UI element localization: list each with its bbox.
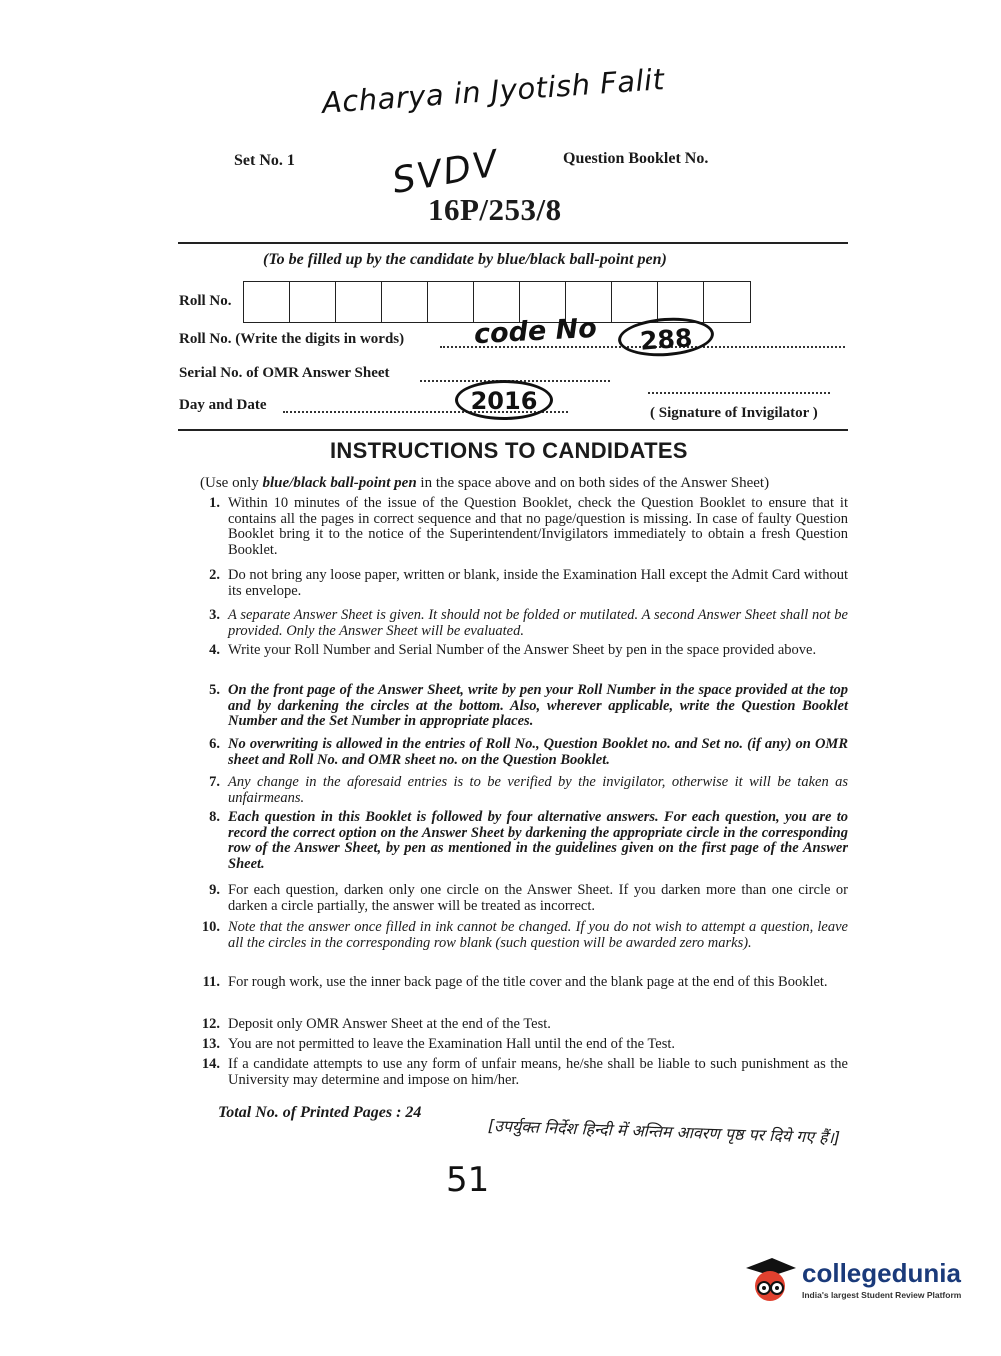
instructions-title: INSTRUCTIONS TO CANDIDATES xyxy=(330,438,688,463)
roll-digit-box[interactable] xyxy=(244,282,290,322)
question-booklet-label: Question Booklet No. xyxy=(563,150,709,167)
instruction-text: You are not permitted to leave the Examination Hall until the end of the Test. xyxy=(228,1036,676,1052)
handwritten-code-no: code No xyxy=(473,312,598,351)
logo-tagline: India's largest Student Review Platform xyxy=(802,1290,962,1300)
collegedunia-logo xyxy=(742,1252,961,1308)
booklet-code: 16P/253/8 xyxy=(428,192,562,227)
signature-label: ( Signature of Invigilator ) xyxy=(650,405,818,421)
instruction-text: If a candidate attempts to use any form of unfair means, he/she shall be liable to such punishment as the University may determine and impose on him/her. xyxy=(228,1056,848,1088)
instruction-number: 7. xyxy=(209,774,220,790)
roll-digit-box[interactable] xyxy=(382,282,428,322)
roll-words-label: Roll No. (Write the digits in words) xyxy=(179,331,405,347)
instruction-number: 1. xyxy=(209,495,220,511)
instruction-text: Note that the answer once filled in ink cannot be changed. If you do not wish to attempt a question, leave all the circles in the corresponding row blank (such question will be awarded zero marks). xyxy=(228,919,848,951)
instruction-number: 2. xyxy=(209,567,220,583)
instruction-number: 12. xyxy=(201,1016,220,1032)
instruction-number: 4. xyxy=(209,642,220,658)
handwritten-title: Acharya in Jyotish Falit xyxy=(320,62,666,120)
instruction-number: 13. xyxy=(201,1036,220,1052)
instruction-text: Any change in the aforesaid entries is to be verified by the invigilator, otherwise it will be taken as unfairmeans. xyxy=(228,774,848,806)
roll-digit-box[interactable] xyxy=(290,282,336,322)
roll-digit-box[interactable] xyxy=(658,282,704,322)
logo-mascot-icon xyxy=(742,1252,798,1308)
instruction-text: For rough work, use the inner back page of the title cover and the blank page at the end of this Booklet. xyxy=(228,974,828,990)
set-number: Set No. 1 xyxy=(234,152,295,169)
handwritten-svdv: SVDV xyxy=(389,142,503,203)
total-pages: Total No. of Printed Pages : 24 xyxy=(218,1104,422,1121)
use-only-prefix: (Use only xyxy=(200,475,263,491)
roll-number-boxes[interactable] xyxy=(243,281,751,323)
form-bottom-rule xyxy=(178,429,848,431)
top-rule xyxy=(178,242,848,244)
roll-digit-box[interactable] xyxy=(474,282,520,322)
instruction-text: Do not bring any loose paper, written or blank, inside the Examination Hall except the Admit Card without its envelope. xyxy=(228,567,848,599)
use-only-pen: blue/black ball-point pen xyxy=(262,475,417,491)
instruction-text: Within 10 minutes of the issue of the Question Booklet, check the Question Booklet to ensure that it contains all the pages in correct sequence and that no page/question is missing. In case of faulty Question Booklet bring it to the notice of the Superintendent/Invigilators immediately to obtain a fresh Question Booklet. xyxy=(228,495,848,558)
instruction-number: 11. xyxy=(202,974,220,990)
instruction-number: 10. xyxy=(201,919,220,935)
handwritten-code-value: 288 xyxy=(617,315,715,360)
instruction-text: Deposit only OMR Answer Sheet at the end of the Test. xyxy=(228,1016,551,1032)
instruction-number: 6. xyxy=(209,736,220,752)
instruction-text: For each question, darken only one circle on the Answer Sheet. If you darken more than one circle or darken a circle partially, the answer will be treated as incorrect. xyxy=(228,882,848,914)
roll-no-label: Roll No. xyxy=(179,293,232,309)
instruction-number: 5. xyxy=(209,682,220,698)
logo-brand: collegedunia xyxy=(802,1258,961,1288)
roll-digit-box[interactable] xyxy=(612,282,658,322)
instruction-number: 14. xyxy=(201,1056,220,1072)
instruction-text: Each question in this Booklet is followed by four alternative answers. For each question, you are to record the correct option on the Answer Sheet by darkening the appropriate circle in the corresponding row of the Answer Sheet, by pen as mentioned in the guidelines given on the first page of the Answer Sheet. xyxy=(228,809,848,872)
omr-serial-label: Serial No. of OMR Answer Sheet xyxy=(179,365,390,381)
roll-digit-box[interactable] xyxy=(704,282,750,322)
instruction-text: A separate Answer Sheet is given. It should not be folded or mutilated. A second Answer Sheet shall not be provided. Only the Answer Sheet will be evaluated. xyxy=(228,607,848,639)
hindi-note: [उपर्युक्त निर्देश हिन्दी में अन्तिम आवरण पृष्ठ पर दिये गए हैं।] xyxy=(487,1116,841,1148)
handwritten-year: 2016 xyxy=(455,380,553,420)
signature-line[interactable] xyxy=(648,392,830,394)
instruction-text: No overwriting is allowed in the entries of Roll No., Question Booklet no. and Set no. (if any) on OMR sheet and Roll No. and OMR sheet no. on the Question Booklet. xyxy=(228,736,848,768)
fill-note: (To be filled up by the candidate by blue/black ball-point pen) xyxy=(263,251,667,268)
instruction-number: 8. xyxy=(209,809,220,825)
instruction-number: 9. xyxy=(209,882,220,898)
use-only-line xyxy=(200,475,769,492)
instruction-text: Write your Roll Number and Serial Number of the Answer Sheet by pen in the space provided above. xyxy=(228,642,817,658)
roll-digit-box[interactable] xyxy=(336,282,382,322)
day-date-label: Day and Date xyxy=(179,397,267,413)
instruction-number: 3. xyxy=(209,607,220,623)
use-only-suffix: in the space above and on both sides of the Answer Sheet) xyxy=(416,475,770,491)
roll-digit-box[interactable] xyxy=(428,282,474,322)
handwritten-page-mark: 51 xyxy=(446,1160,490,1200)
instruction-text: On the front page of the Answer Sheet, write by pen your Roll Number in the space provided at the top and by darkening the circles at the bottom. Also, wherever applicable, write the Question Booklet Number and the Set Number in appropriate places. xyxy=(228,682,848,729)
